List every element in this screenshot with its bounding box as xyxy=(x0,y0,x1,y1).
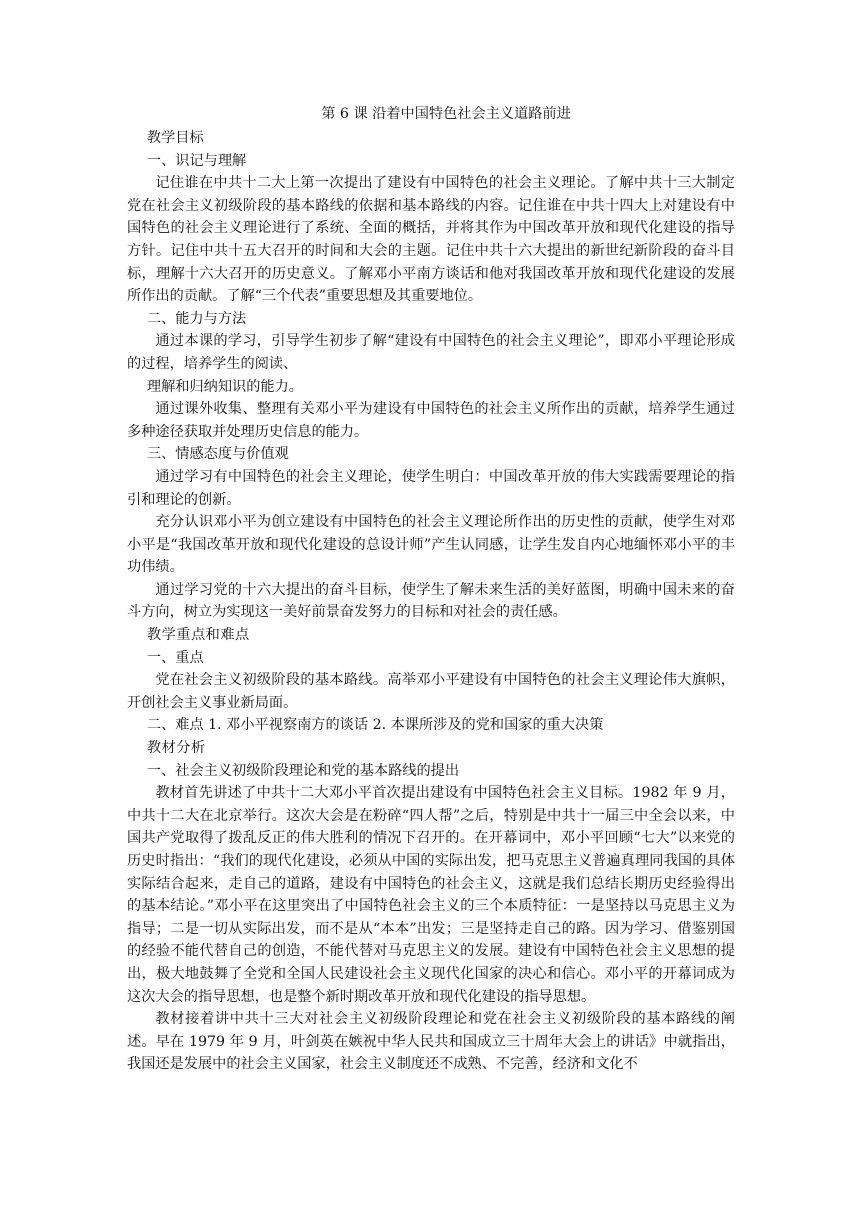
section-subheading: 一、社会主义初级阶段理论和党的基本路线的提出 xyxy=(146,762,460,779)
section-subheading: 一、重点 xyxy=(146,649,204,666)
paragraph: 记住谁在中共十二大上第一次提出了建设有中国特色的社会主义理论。了解中共十三大制定党在社会主义初级阶段的基本路线的依据和基本路线的内容。记住谁在中共十四大上对建设有中国特色的社会主义理论进行了系统、全面的概括，并将其作为中国改革开放和现代化建设的指导方针。记住中共十五大召开的时间和大会的主题。记住中共十六大提出的新世纪新阶段的奋斗目标，理解十六大召开的历史意义。了解邓小平南方谈话和他对我国改革开放和现代化建设的发展所作出的贡献。了解“三个代表”重要思想及其重要地位。 xyxy=(127,175,735,305)
page-title: 第 6 课 沿着中国特色社会主义道路前进 xyxy=(321,106,571,122)
section-heading: 教学目标 xyxy=(146,130,204,146)
paragraph: 通过学习有中国特色的社会主义理论，使学生明白：中国改革开放的伟大实践需要理论的指引和理论的创新。 xyxy=(127,468,735,508)
section-subheading: 三、情感态度与价值观 xyxy=(146,446,289,463)
section-subheading: 一、识记与理解 xyxy=(146,152,247,169)
paragraph: 教材接着讲中共十三大对社会主义初级阶段理论和党在社会主义初级阶段的基本路线的阐述。早在 1979 年 9 月，叶剑英在嫉祝中华人民共和国成立三十周年大会上的讲话》中就指出，我国还是发展中的社会主义国家，社会主义制度还不成熟、不完善，经济和文化不 xyxy=(127,1011,735,1073)
section-heading: 教学重点和难点 xyxy=(146,627,250,644)
paragraph: 党在社会主义初级阶段的基本路线。高举邓小平建设有中国特色的社会主义理论伟大旗帜，开创社会主义事业新局面。 xyxy=(127,672,735,711)
paragraph: 充分认识邓小平为创立建设有中国特色的社会主义理论所作出的历史性的贡献，使学生对邓小平是“我国改革开放和现代化建设的总设计师”产生认同感，让学生发自内心地缅怀邓小平的丰功伟绩。 xyxy=(127,514,735,576)
paragraph: 通过课外收集、整理有关邓小平为建设有中国特色的社会主义所作出的贡献，培养学生通过多种途径获取并处理历史信息的能力。 xyxy=(127,401,735,440)
paragraph-continuation: 理解和归纳知识的能力。 xyxy=(146,378,303,395)
paragraph: 通过学习党的十六大提出的奋斗目标，使学生了解未来生活的美好蓝图，明确中国未来的奋斗方向，树立为实现这一美好前景奋发努力的目标和对社会的责任感。 xyxy=(127,581,735,621)
section-subheading: 二、难点 1. 邓小平视察南方的谈话 2. 本课所涉及的党和国家的重大决策 xyxy=(146,717,604,734)
section-subheading: 二、能力与方法 xyxy=(146,310,247,327)
paragraph: 教材首先讲述了中共十二大邓小平首次提出建设有中国特色社会主义目标。1982 年 9 月，中共十二大在北京举行。这次大会是在粉碎“四人帮”之后，特别是中共十一届三中全会以来，中国共产党取得了拨乱反正的伟大胜利的情况下召开的。在开幕词中，邓小平回顾“七大”以来党的历史时指出：“我们的现代化建设，必须从中国的实际出发，把马克思主义普遍真理同我国的具体实际结合起来，走自己的道路，建设有中国特色的社会主义，这就是我们总结长期历史经验得出的基本结论。”邓小平在这里突出了中国特色社会主义的三个本质特征：一是坚持以马克思主义为指导；二是一切从实际出发，而不是从“本本”出发；三是坚持走自己的路。因为学习、借鉴别国的经验不能代替自己的创造，不能代替对马克思主义的发展。建设有中国特色社会主义思想的提出，极大地鼓舞了全党和全国人民建设社会主义现代化国家的决心和信心。邓小平的开幕词成为这次大会的指导思想，也是整个新时期改革开放和现代化建设的指导思想。 xyxy=(127,785,735,1005)
section-heading: 教材分析 xyxy=(146,740,206,757)
paragraph: 通过本课的学习，引导学生初步了解“建设有中国特色的社会主义理论”，即邓小平理论形成的过程，培养学生的阅读、 xyxy=(127,333,735,372)
